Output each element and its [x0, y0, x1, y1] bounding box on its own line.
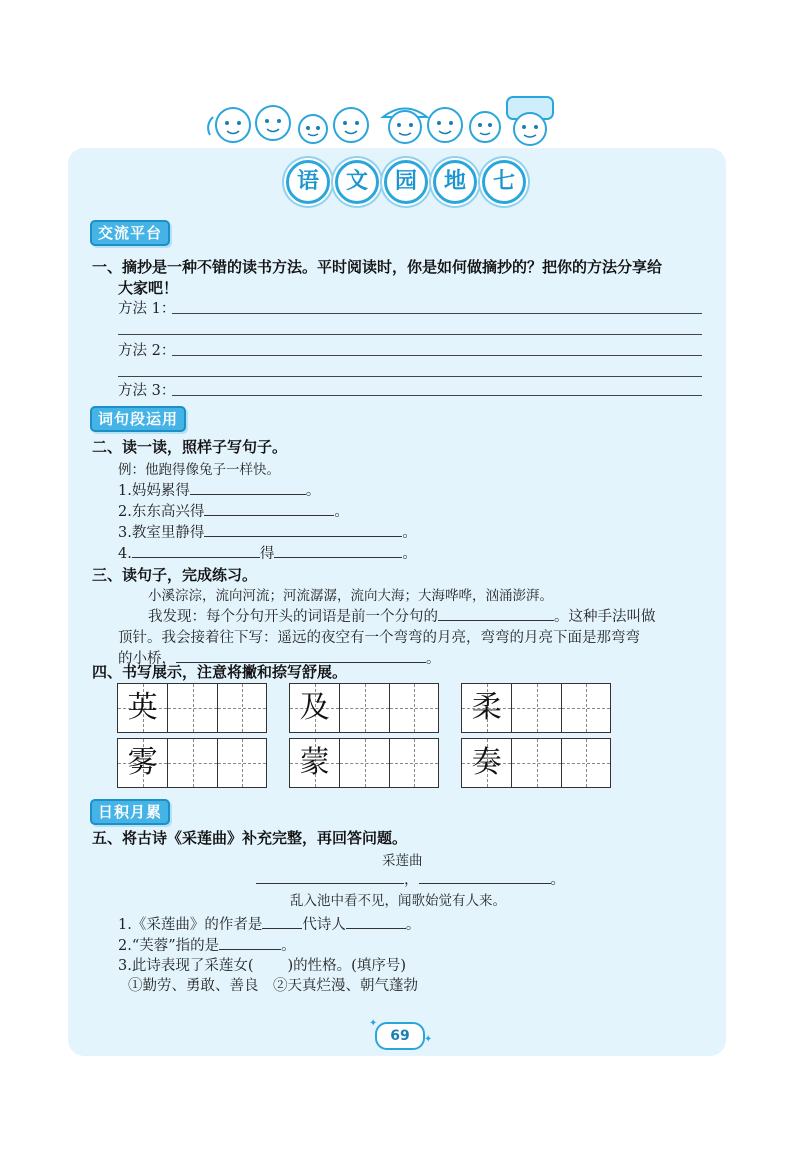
- q2-item-3-end: 。: [402, 525, 417, 541]
- q3-line-1: [148, 605, 656, 626]
- q2-item-4-blank-1[interactable]: [132, 543, 260, 558]
- method-3-label: 方法 3：: [118, 383, 176, 399]
- grid-cell-blank[interactable]: [389, 684, 438, 732]
- question-5-heading: 五、将古诗《采莲曲》补充完整，再回答问题。: [92, 829, 408, 847]
- method-2-label: 方法 2：: [118, 343, 176, 359]
- poem-line-1: [256, 868, 565, 889]
- question-2-heading: 二、读一读，照样子写句子。: [92, 438, 288, 456]
- poem-title: 采莲曲: [382, 853, 423, 869]
- q5-sub-1: [118, 913, 420, 934]
- q3-line-1a: 我发现：每个分句开头的词语是前一个分句的: [148, 609, 438, 625]
- section-badge-usage: 词句段运用: [90, 406, 186, 432]
- title-char: 七: [482, 160, 526, 204]
- title-char: 语: [286, 160, 330, 204]
- q3-line-3-end: 。: [426, 651, 441, 667]
- q5-sub-3: [118, 954, 406, 975]
- writing-grid: [289, 683, 439, 733]
- q2-item-2-text: 2.东东高兴得: [118, 504, 205, 520]
- method-1-line-2[interactable]: [118, 334, 702, 335]
- q2-item-2-end: 。: [334, 504, 349, 520]
- section-badge-accumulate: 日积月累: [90, 799, 170, 825]
- grid-char: 奏: [471, 745, 502, 780]
- method-2-line[interactable]: [172, 355, 702, 356]
- grid-char: 及: [299, 690, 330, 725]
- page-title: [286, 160, 526, 200]
- q5-sub-3a: 3.此诗表现了采莲女(: [118, 958, 254, 974]
- q2-item-1-text: 1.妈妈累得: [118, 483, 190, 499]
- method-1-line[interactable]: [172, 313, 702, 314]
- q2-item-2: [118, 500, 349, 521]
- q3-line-2: 顶针。我会接着往下写：遥远的夜空有一个弯弯的月亮，弯弯的月亮下面是那弯弯: [118, 630, 640, 646]
- grid-cell-blank[interactable]: [511, 739, 560, 787]
- writing-grid: [289, 738, 439, 788]
- question-2-example: 例：他跑得像兔子一样快。: [118, 462, 280, 478]
- title-char: 文: [335, 160, 379, 204]
- grid-cell-blank[interactable]: [217, 739, 266, 787]
- writing-grid: [117, 683, 267, 733]
- q3-line-3-text: 的小桥，: [118, 651, 176, 667]
- q2-item-3: [118, 521, 417, 542]
- q5-sub-1-end: 。: [405, 917, 421, 933]
- poem-blank-1[interactable]: [256, 869, 404, 884]
- poem-line-2: 乱入池中看不见，闻歌始觉有人来。: [290, 893, 506, 909]
- question-3-heading: 三、读句子，完成练习。: [92, 566, 258, 584]
- question-3-sentence: 小溪淙淙，流向河流；河流潺潺，流向大海；大海哗哗，汹涌澎湃。: [148, 588, 553, 604]
- poem-blank-2[interactable]: [419, 869, 551, 884]
- question-4-heading: 四、书写展示，注意将撇和捺写舒展。: [92, 663, 348, 681]
- method-3-line[interactable]: [172, 395, 702, 396]
- q2-item-3-blank[interactable]: [204, 522, 402, 537]
- grid-cell-blank[interactable]: [389, 739, 438, 787]
- q2-item-4: [118, 542, 417, 563]
- q2-item-4-de: 得: [259, 546, 275, 562]
- grid-cell-blank[interactable]: [561, 739, 610, 787]
- writing-grid: [461, 683, 611, 733]
- q2-item-2-blank[interactable]: [204, 501, 334, 516]
- q2-item-1-blank[interactable]: [190, 480, 306, 495]
- grid-cell-blank[interactable]: [511, 684, 560, 732]
- grid-cell-blank[interactable]: [167, 684, 216, 732]
- q2-item-3-text: 3.教室里静得: [118, 525, 205, 541]
- q5-sub-1-blank-2[interactable]: [346, 914, 406, 929]
- q5-options: ①勤劳、勇敢、善良 ②天真烂漫、朝气蓬勃: [128, 978, 418, 994]
- star-icon: ✦: [424, 1034, 433, 1045]
- q5-sub-1-blank-1[interactable]: [262, 914, 302, 929]
- star-icon: ✦: [369, 1018, 378, 1029]
- q5-sub-2: [118, 934, 296, 955]
- page-number: 69: [375, 1022, 425, 1050]
- title-char: 园: [384, 160, 428, 204]
- poem-comma: ，: [404, 872, 419, 888]
- method-1-label: 方法 1：: [118, 301, 176, 317]
- q5-sub-2-end: 。: [281, 938, 296, 954]
- q3-blank-1[interactable]: [438, 606, 554, 621]
- grid-cell-blank[interactable]: [339, 739, 388, 787]
- section-badge-exchange: 交流平台: [90, 220, 170, 246]
- method-2-line-2[interactable]: [118, 376, 702, 377]
- writing-grid: [461, 738, 611, 788]
- q2-item-4-blank-2[interactable]: [274, 543, 402, 558]
- grid-char: 蒙: [299, 745, 330, 780]
- question-1-line2: 大家吧！: [118, 279, 179, 297]
- poem-period: 。: [550, 872, 565, 888]
- q5-sub-2-blank[interactable]: [219, 935, 281, 950]
- grid-cell-blank[interactable]: [339, 684, 388, 732]
- q5-sub-3b: )的性格。(填序号): [287, 958, 406, 974]
- grid-cell-blank[interactable]: [167, 739, 216, 787]
- grid-cell-blank[interactable]: [217, 684, 266, 732]
- grid-char: 英: [127, 690, 158, 725]
- grid-cell-blank[interactable]: [561, 684, 610, 732]
- q5-sub-1b: 代诗人: [302, 917, 346, 933]
- writing-grid: [117, 738, 267, 788]
- grid-char: 柔: [471, 690, 502, 725]
- q2-item-1: [118, 479, 320, 500]
- question-1-line1: 一、摘抄是一种不错的读书方法。平时阅读时，你是如何做摘抄的？把你的方法分享给: [92, 258, 663, 276]
- q5-sub-1a: 1.《采莲曲》的作者是: [118, 917, 263, 933]
- title-char: 地: [433, 160, 477, 204]
- q2-item-1-end: 。: [305, 483, 321, 499]
- grid-char: 雾: [127, 745, 158, 780]
- q2-item-4-end: 。: [402, 546, 417, 562]
- q2-item-4-num: 4.: [118, 546, 132, 562]
- q3-line-1b: 。这种手法叫做: [554, 609, 656, 625]
- q5-sub-2a: 2.“芙蓉”指的是: [118, 938, 220, 954]
